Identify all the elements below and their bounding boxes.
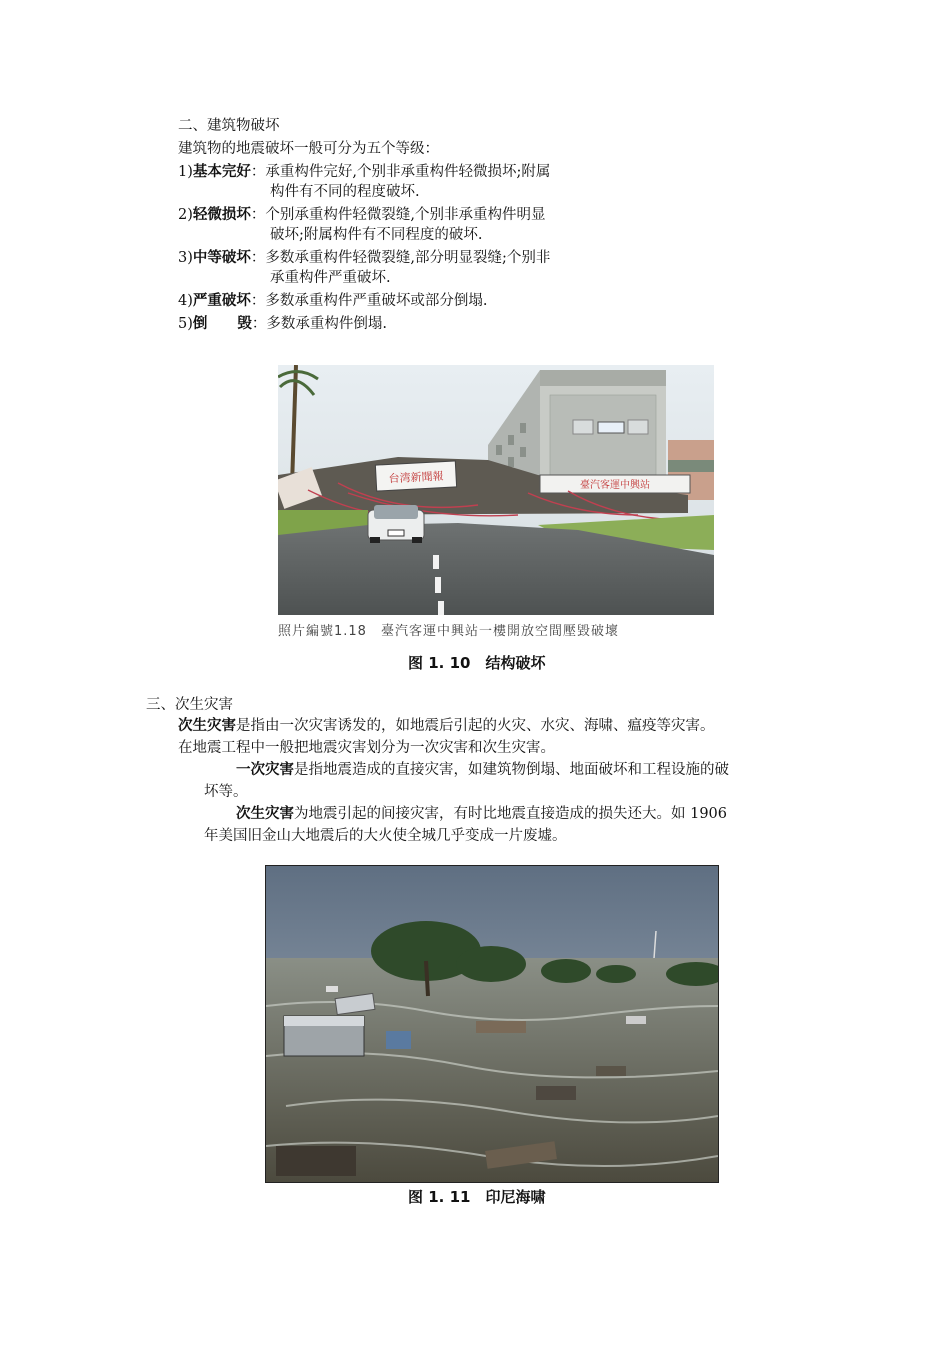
grade-desc: 多数承重构件严重破坏或部分倒塌. [265,293,488,309]
paragraph-2 [236,760,729,780]
grade-number: 3) [178,250,193,266]
paragraph-3 [236,804,727,824]
section-heading-secondary-disaster: 三、次生灾害 [146,697,233,713]
paragraph-2-text: 是指地震造成的直接灾害，如建筑物倒塌、地面破坏和工程设施的破 [294,762,729,778]
grade-desc: 承重构件完好,个别非承重构件轻微损坏;附属 [265,164,551,180]
grade-separator: ： [250,207,266,223]
grade-term: 基本完好 [192,163,251,180]
paragraph-3-line2: 年美国旧金山大地震后的大火使全城几乎变成一片废墟。 [204,828,567,844]
grade-desc: 个别承重构件轻微裂缝,个别非承重构件明显 [265,207,546,223]
grade-item-2-cont: 破坏;附属构件有不同程度的破坏. [270,227,483,243]
grade-separator: ： [250,164,266,180]
term-primary-disaster: 一次灾害 [236,761,294,778]
grade-term: 严重破坏 [192,292,251,309]
sign-bus-station: 臺汽客運中興站 [580,480,650,491]
grade-term-a: 倒 [192,315,208,332]
figure-caption-1-10: 图 1. 10 结构破坏 [408,654,546,672]
tsunami-photo [265,865,719,1183]
grade-separator: ： [250,293,266,309]
grade-separator: ： [250,250,266,266]
section-heading-building-damage: 二、建筑物破坏 [178,118,280,134]
paragraph-1-text: 是指由一次灾害诱发的，如地震后引起的火灾、水灾、海啸、瘟疫等灾害。 [236,718,715,734]
grade-term: 中等破坏 [192,249,251,266]
grade-number: 2) [178,207,193,223]
grade-separator: ： [251,316,267,332]
paragraph-1 [178,716,715,736]
grade-term-b: 毁 [237,315,252,332]
paragraph-1-line2: 在地震工程中一般把地震灾害划分为一次灾害和次生灾害。 [178,740,555,756]
term-secondary-disaster: 次生灾害 [178,717,236,734]
grade-term: 轻微损坏 [192,206,251,223]
sign-newspaper: 台湾新聞報 [388,469,444,486]
grade-item-1-cont: 构件有不同的程度破坏. [270,184,420,200]
grade-number: 1) [178,164,193,180]
paragraph-2-line2: 坏等。 [204,784,248,800]
grade-item-3 [178,248,550,268]
grade-item-1 [178,162,550,182]
paragraph-3-text: 为地震引起的间接灾害，有时比地震直接造成的损失还大。如 1906 [294,806,728,822]
section-intro: 建筑物的地震破坏一般可分为五个等级： [178,141,439,157]
grade-item-3-cont: 承重构件严重破坏. [270,270,391,286]
structural-damage-photo [278,365,714,615]
grade-number: 4) [178,293,193,309]
grade-desc: 多数承重构件轻微裂缝,部分明显裂缝;个别非 [265,250,551,266]
photo-label: 照片編號1.18 臺汽客運中興站一樓開放空間壓毀破壞 [278,624,619,639]
grade-item-4 [178,291,488,311]
grade-desc: 多数承重构件倒塌. [266,316,387,332]
figure-caption-1-11: 图 1. 11 印尼海啸 [408,1188,546,1206]
grade-number: 5) [178,316,193,332]
grade-item-5 [178,314,387,334]
term-secondary-disaster-2: 次生灾害 [236,805,294,822]
grade-item-2 [178,205,546,225]
